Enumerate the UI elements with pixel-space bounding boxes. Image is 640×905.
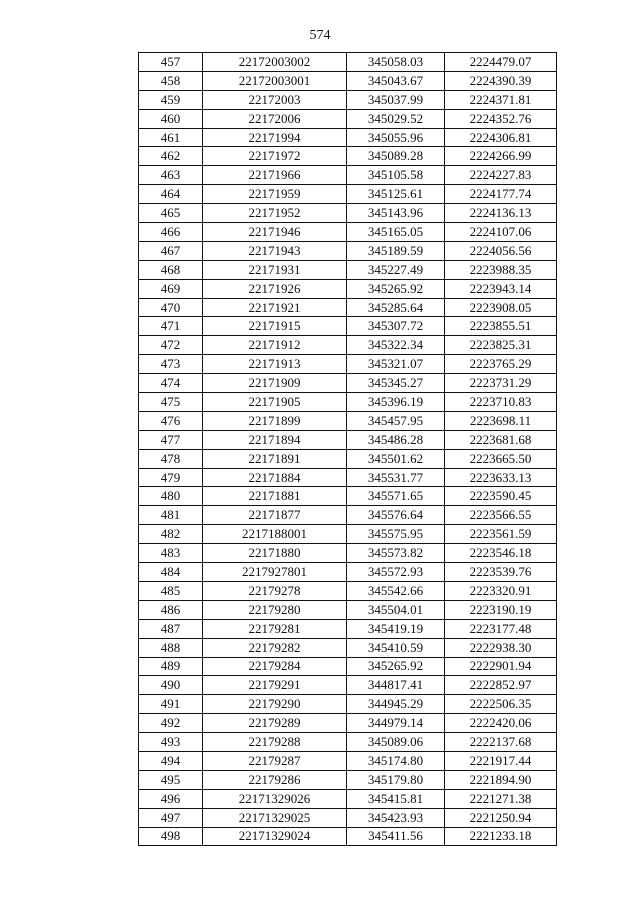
table-row bbox=[139, 411, 557, 430]
table-row bbox=[139, 393, 557, 412]
point-id-cell: 22171881 bbox=[203, 487, 347, 506]
table-row bbox=[139, 563, 557, 582]
point-id-cell: 22171959 bbox=[203, 185, 347, 204]
point-id-cell: 22171946 bbox=[203, 223, 347, 242]
row-index-cell: 483 bbox=[139, 544, 203, 563]
table-row bbox=[139, 128, 557, 147]
row-index-cell: 471 bbox=[139, 317, 203, 336]
point-id-cell: 2217188001 bbox=[203, 525, 347, 544]
row-index-cell: 482 bbox=[139, 525, 203, 544]
point-id-cell: 22172006 bbox=[203, 109, 347, 128]
x-coordinate-cell: 345265.92 bbox=[347, 657, 445, 676]
table-row bbox=[139, 355, 557, 374]
y-coordinate-cell: 2224479.07 bbox=[445, 53, 557, 72]
x-coordinate-cell: 345576.64 bbox=[347, 506, 445, 525]
table-row bbox=[139, 279, 557, 298]
row-index-cell: 464 bbox=[139, 185, 203, 204]
y-coordinate-cell: 2224371.81 bbox=[445, 90, 557, 109]
point-id-cell: 22171891 bbox=[203, 449, 347, 468]
table-row bbox=[139, 185, 557, 204]
point-id-cell: 22171994 bbox=[203, 128, 347, 147]
x-coordinate-cell: 345125.61 bbox=[347, 185, 445, 204]
table-row bbox=[139, 619, 557, 638]
row-index-cell: 492 bbox=[139, 714, 203, 733]
row-index-cell: 467 bbox=[139, 241, 203, 260]
table-row bbox=[139, 638, 557, 657]
y-coordinate-cell: 2223710.83 bbox=[445, 393, 557, 412]
table-row bbox=[139, 374, 557, 393]
point-id-cell: 22172003002 bbox=[203, 53, 347, 72]
y-coordinate-cell: 2223561.59 bbox=[445, 525, 557, 544]
point-id-cell: 22171880 bbox=[203, 544, 347, 563]
y-coordinate-cell: 2223566.55 bbox=[445, 506, 557, 525]
row-index-cell: 486 bbox=[139, 600, 203, 619]
y-coordinate-cell: 2222938.30 bbox=[445, 638, 557, 657]
y-coordinate-cell: 2224177.74 bbox=[445, 185, 557, 204]
row-index-cell: 498 bbox=[139, 827, 203, 846]
table-row bbox=[139, 827, 557, 846]
point-id-cell: 22171884 bbox=[203, 468, 347, 487]
table-row bbox=[139, 506, 557, 525]
table-row bbox=[139, 600, 557, 619]
x-coordinate-cell: 345265.92 bbox=[347, 279, 445, 298]
point-id-cell: 22171877 bbox=[203, 506, 347, 525]
x-coordinate-cell: 344817.41 bbox=[347, 676, 445, 695]
y-coordinate-cell: 2222420.06 bbox=[445, 714, 557, 733]
y-coordinate-cell: 2223546.18 bbox=[445, 544, 557, 563]
x-coordinate-cell: 345143.96 bbox=[347, 204, 445, 223]
table-row bbox=[139, 317, 557, 336]
table-row bbox=[139, 544, 557, 563]
row-index-cell: 496 bbox=[139, 789, 203, 808]
row-index-cell: 457 bbox=[139, 53, 203, 72]
point-id-cell: 22172003001 bbox=[203, 71, 347, 90]
point-id-cell: 22171952 bbox=[203, 204, 347, 223]
table-row bbox=[139, 241, 557, 260]
point-id-cell: 22179281 bbox=[203, 619, 347, 638]
row-index-cell: 485 bbox=[139, 581, 203, 600]
row-index-cell: 478 bbox=[139, 449, 203, 468]
x-coordinate-cell: 345029.52 bbox=[347, 109, 445, 128]
table-row bbox=[139, 751, 557, 770]
point-id-cell: 22171921 bbox=[203, 298, 347, 317]
row-index-cell: 477 bbox=[139, 430, 203, 449]
table-row bbox=[139, 109, 557, 128]
point-id-cell: 22179291 bbox=[203, 676, 347, 695]
row-index-cell: 481 bbox=[139, 506, 203, 525]
y-coordinate-cell: 2223765.29 bbox=[445, 355, 557, 374]
row-index-cell: 491 bbox=[139, 695, 203, 714]
x-coordinate-cell: 345089.06 bbox=[347, 733, 445, 752]
row-index-cell: 458 bbox=[139, 71, 203, 90]
y-coordinate-cell: 2221917.44 bbox=[445, 751, 557, 770]
row-index-cell: 494 bbox=[139, 751, 203, 770]
x-coordinate-cell: 345571.65 bbox=[347, 487, 445, 506]
x-coordinate-cell: 345345.27 bbox=[347, 374, 445, 393]
row-index-cell: 469 bbox=[139, 279, 203, 298]
row-index-cell: 461 bbox=[139, 128, 203, 147]
x-coordinate-cell: 345058.03 bbox=[347, 53, 445, 72]
row-index-cell: 493 bbox=[139, 733, 203, 752]
row-index-cell: 465 bbox=[139, 204, 203, 223]
point-id-cell: 22179289 bbox=[203, 714, 347, 733]
table-row bbox=[139, 53, 557, 72]
x-coordinate-cell: 345322.34 bbox=[347, 336, 445, 355]
y-coordinate-cell: 2222852.97 bbox=[445, 676, 557, 695]
point-id-cell: 22179282 bbox=[203, 638, 347, 657]
table-row bbox=[139, 449, 557, 468]
x-coordinate-cell: 344945.29 bbox=[347, 695, 445, 714]
point-id-cell: 22171909 bbox=[203, 374, 347, 393]
table-row bbox=[139, 430, 557, 449]
table-row bbox=[139, 789, 557, 808]
point-id-cell: 22179287 bbox=[203, 751, 347, 770]
x-coordinate-cell: 345174.80 bbox=[347, 751, 445, 770]
x-coordinate-cell: 345457.95 bbox=[347, 411, 445, 430]
y-coordinate-cell: 2223698.11 bbox=[445, 411, 557, 430]
y-coordinate-cell: 2221250.94 bbox=[445, 808, 557, 827]
x-coordinate-cell: 345037.99 bbox=[347, 90, 445, 109]
page-number: 574 bbox=[309, 28, 331, 43]
point-id-cell: 22171912 bbox=[203, 336, 347, 355]
row-index-cell: 489 bbox=[139, 657, 203, 676]
table-row bbox=[139, 90, 557, 109]
x-coordinate-cell: 345531.77 bbox=[347, 468, 445, 487]
x-coordinate-cell: 345105.58 bbox=[347, 166, 445, 185]
x-coordinate-cell: 345542.66 bbox=[347, 581, 445, 600]
point-id-cell: 22171899 bbox=[203, 411, 347, 430]
x-coordinate-cell: 345572.93 bbox=[347, 563, 445, 582]
y-coordinate-cell: 2221271.38 bbox=[445, 789, 557, 808]
y-coordinate-cell: 2223190.19 bbox=[445, 600, 557, 619]
x-coordinate-cell: 345396.19 bbox=[347, 393, 445, 412]
x-coordinate-cell: 345055.96 bbox=[347, 128, 445, 147]
point-id-cell: 22171913 bbox=[203, 355, 347, 374]
row-index-cell: 460 bbox=[139, 109, 203, 128]
table-row bbox=[139, 733, 557, 752]
row-index-cell: 463 bbox=[139, 166, 203, 185]
row-index-cell: 484 bbox=[139, 563, 203, 582]
row-index-cell: 470 bbox=[139, 298, 203, 317]
y-coordinate-cell: 2224306.81 bbox=[445, 128, 557, 147]
x-coordinate-cell: 345165.05 bbox=[347, 223, 445, 242]
y-coordinate-cell: 2223590.45 bbox=[445, 487, 557, 506]
point-id-cell: 22179278 bbox=[203, 581, 347, 600]
x-coordinate-cell: 345227.49 bbox=[347, 260, 445, 279]
x-coordinate-cell: 345189.59 bbox=[347, 241, 445, 260]
row-index-cell: 468 bbox=[139, 260, 203, 279]
y-coordinate-cell: 2224352.76 bbox=[445, 109, 557, 128]
table-row bbox=[139, 468, 557, 487]
row-index-cell: 474 bbox=[139, 374, 203, 393]
point-id-cell: 22172003 bbox=[203, 90, 347, 109]
y-coordinate-cell: 2224227.83 bbox=[445, 166, 557, 185]
y-coordinate-cell: 2223731.29 bbox=[445, 374, 557, 393]
x-coordinate-cell: 345415.81 bbox=[347, 789, 445, 808]
y-coordinate-cell: 2223825.31 bbox=[445, 336, 557, 355]
table-row bbox=[139, 147, 557, 166]
point-id-cell: 22179288 bbox=[203, 733, 347, 752]
y-coordinate-cell: 2223665.50 bbox=[445, 449, 557, 468]
point-id-cell: 22171943 bbox=[203, 241, 347, 260]
y-coordinate-cell: 2223943.14 bbox=[445, 279, 557, 298]
coordinates-table bbox=[138, 52, 557, 846]
y-coordinate-cell: 2223988.35 bbox=[445, 260, 557, 279]
row-index-cell: 497 bbox=[139, 808, 203, 827]
point-id-cell: 22179280 bbox=[203, 600, 347, 619]
row-index-cell: 459 bbox=[139, 90, 203, 109]
point-id-cell: 22179286 bbox=[203, 770, 347, 789]
y-coordinate-cell: 2223320.91 bbox=[445, 581, 557, 600]
table-row bbox=[139, 204, 557, 223]
row-index-cell: 490 bbox=[139, 676, 203, 695]
x-coordinate-cell: 345179.80 bbox=[347, 770, 445, 789]
row-index-cell: 475 bbox=[139, 393, 203, 412]
row-index-cell: 472 bbox=[139, 336, 203, 355]
y-coordinate-cell: 2223855.51 bbox=[445, 317, 557, 336]
y-coordinate-cell: 2224390.39 bbox=[445, 71, 557, 90]
row-index-cell: 466 bbox=[139, 223, 203, 242]
point-id-cell: 22171966 bbox=[203, 166, 347, 185]
y-coordinate-cell: 2223633.13 bbox=[445, 468, 557, 487]
x-coordinate-cell: 345089.28 bbox=[347, 147, 445, 166]
y-coordinate-cell: 2222506.35 bbox=[445, 695, 557, 714]
table-row bbox=[139, 487, 557, 506]
table-row bbox=[139, 714, 557, 733]
x-coordinate-cell: 345486.28 bbox=[347, 430, 445, 449]
point-id-cell: 22171931 bbox=[203, 260, 347, 279]
row-index-cell: 476 bbox=[139, 411, 203, 430]
x-coordinate-cell: 345504.01 bbox=[347, 600, 445, 619]
point-id-cell: 22171915 bbox=[203, 317, 347, 336]
point-id-cell: 22171926 bbox=[203, 279, 347, 298]
row-index-cell: 495 bbox=[139, 770, 203, 789]
x-coordinate-cell: 344979.14 bbox=[347, 714, 445, 733]
y-coordinate-cell: 2223177.48 bbox=[445, 619, 557, 638]
table-row bbox=[139, 223, 557, 242]
table-body bbox=[139, 53, 557, 846]
x-coordinate-cell: 345423.93 bbox=[347, 808, 445, 827]
y-coordinate-cell: 2223681.68 bbox=[445, 430, 557, 449]
table-row bbox=[139, 676, 557, 695]
x-coordinate-cell: 345307.72 bbox=[347, 317, 445, 336]
row-index-cell: 488 bbox=[139, 638, 203, 657]
y-coordinate-cell: 2222137.68 bbox=[445, 733, 557, 752]
row-index-cell: 487 bbox=[139, 619, 203, 638]
y-coordinate-cell: 2224107.06 bbox=[445, 223, 557, 242]
x-coordinate-cell: 345410.59 bbox=[347, 638, 445, 657]
x-coordinate-cell: 345575.95 bbox=[347, 525, 445, 544]
x-coordinate-cell: 345419.19 bbox=[347, 619, 445, 638]
y-coordinate-cell: 2224136.13 bbox=[445, 204, 557, 223]
row-index-cell: 462 bbox=[139, 147, 203, 166]
y-coordinate-cell: 2221894.90 bbox=[445, 770, 557, 789]
y-coordinate-cell: 2224056.56 bbox=[445, 241, 557, 260]
point-id-cell: 22171894 bbox=[203, 430, 347, 449]
point-id-cell: 22179290 bbox=[203, 695, 347, 714]
x-coordinate-cell: 345411.56 bbox=[347, 827, 445, 846]
point-id-cell: 22171329025 bbox=[203, 808, 347, 827]
x-coordinate-cell: 345043.67 bbox=[347, 71, 445, 90]
y-coordinate-cell: 2222901.94 bbox=[445, 657, 557, 676]
table-row bbox=[139, 336, 557, 355]
x-coordinate-cell: 345573.82 bbox=[347, 544, 445, 563]
y-coordinate-cell: 2223539.76 bbox=[445, 563, 557, 582]
table-row bbox=[139, 770, 557, 789]
y-coordinate-cell: 2221233.18 bbox=[445, 827, 557, 846]
row-index-cell: 480 bbox=[139, 487, 203, 506]
row-index-cell: 473 bbox=[139, 355, 203, 374]
table-row bbox=[139, 657, 557, 676]
point-id-cell: 22171972 bbox=[203, 147, 347, 166]
y-coordinate-cell: 2223908.05 bbox=[445, 298, 557, 317]
point-id-cell: 22171329026 bbox=[203, 789, 347, 808]
table-row bbox=[139, 166, 557, 185]
row-index-cell: 479 bbox=[139, 468, 203, 487]
point-id-cell: 22171905 bbox=[203, 393, 347, 412]
point-id-cell: 22171329024 bbox=[203, 827, 347, 846]
x-coordinate-cell: 345285.64 bbox=[347, 298, 445, 317]
table-row bbox=[139, 695, 557, 714]
table-row bbox=[139, 298, 557, 317]
x-coordinate-cell: 345501.62 bbox=[347, 449, 445, 468]
table-row bbox=[139, 260, 557, 279]
y-coordinate-cell: 2224266.99 bbox=[445, 147, 557, 166]
table-row bbox=[139, 71, 557, 90]
point-id-cell: 22179284 bbox=[203, 657, 347, 676]
table-row bbox=[139, 808, 557, 827]
table-row bbox=[139, 581, 557, 600]
point-id-cell: 2217927801 bbox=[203, 563, 347, 582]
x-coordinate-cell: 345321.07 bbox=[347, 355, 445, 374]
table-row bbox=[139, 525, 557, 544]
